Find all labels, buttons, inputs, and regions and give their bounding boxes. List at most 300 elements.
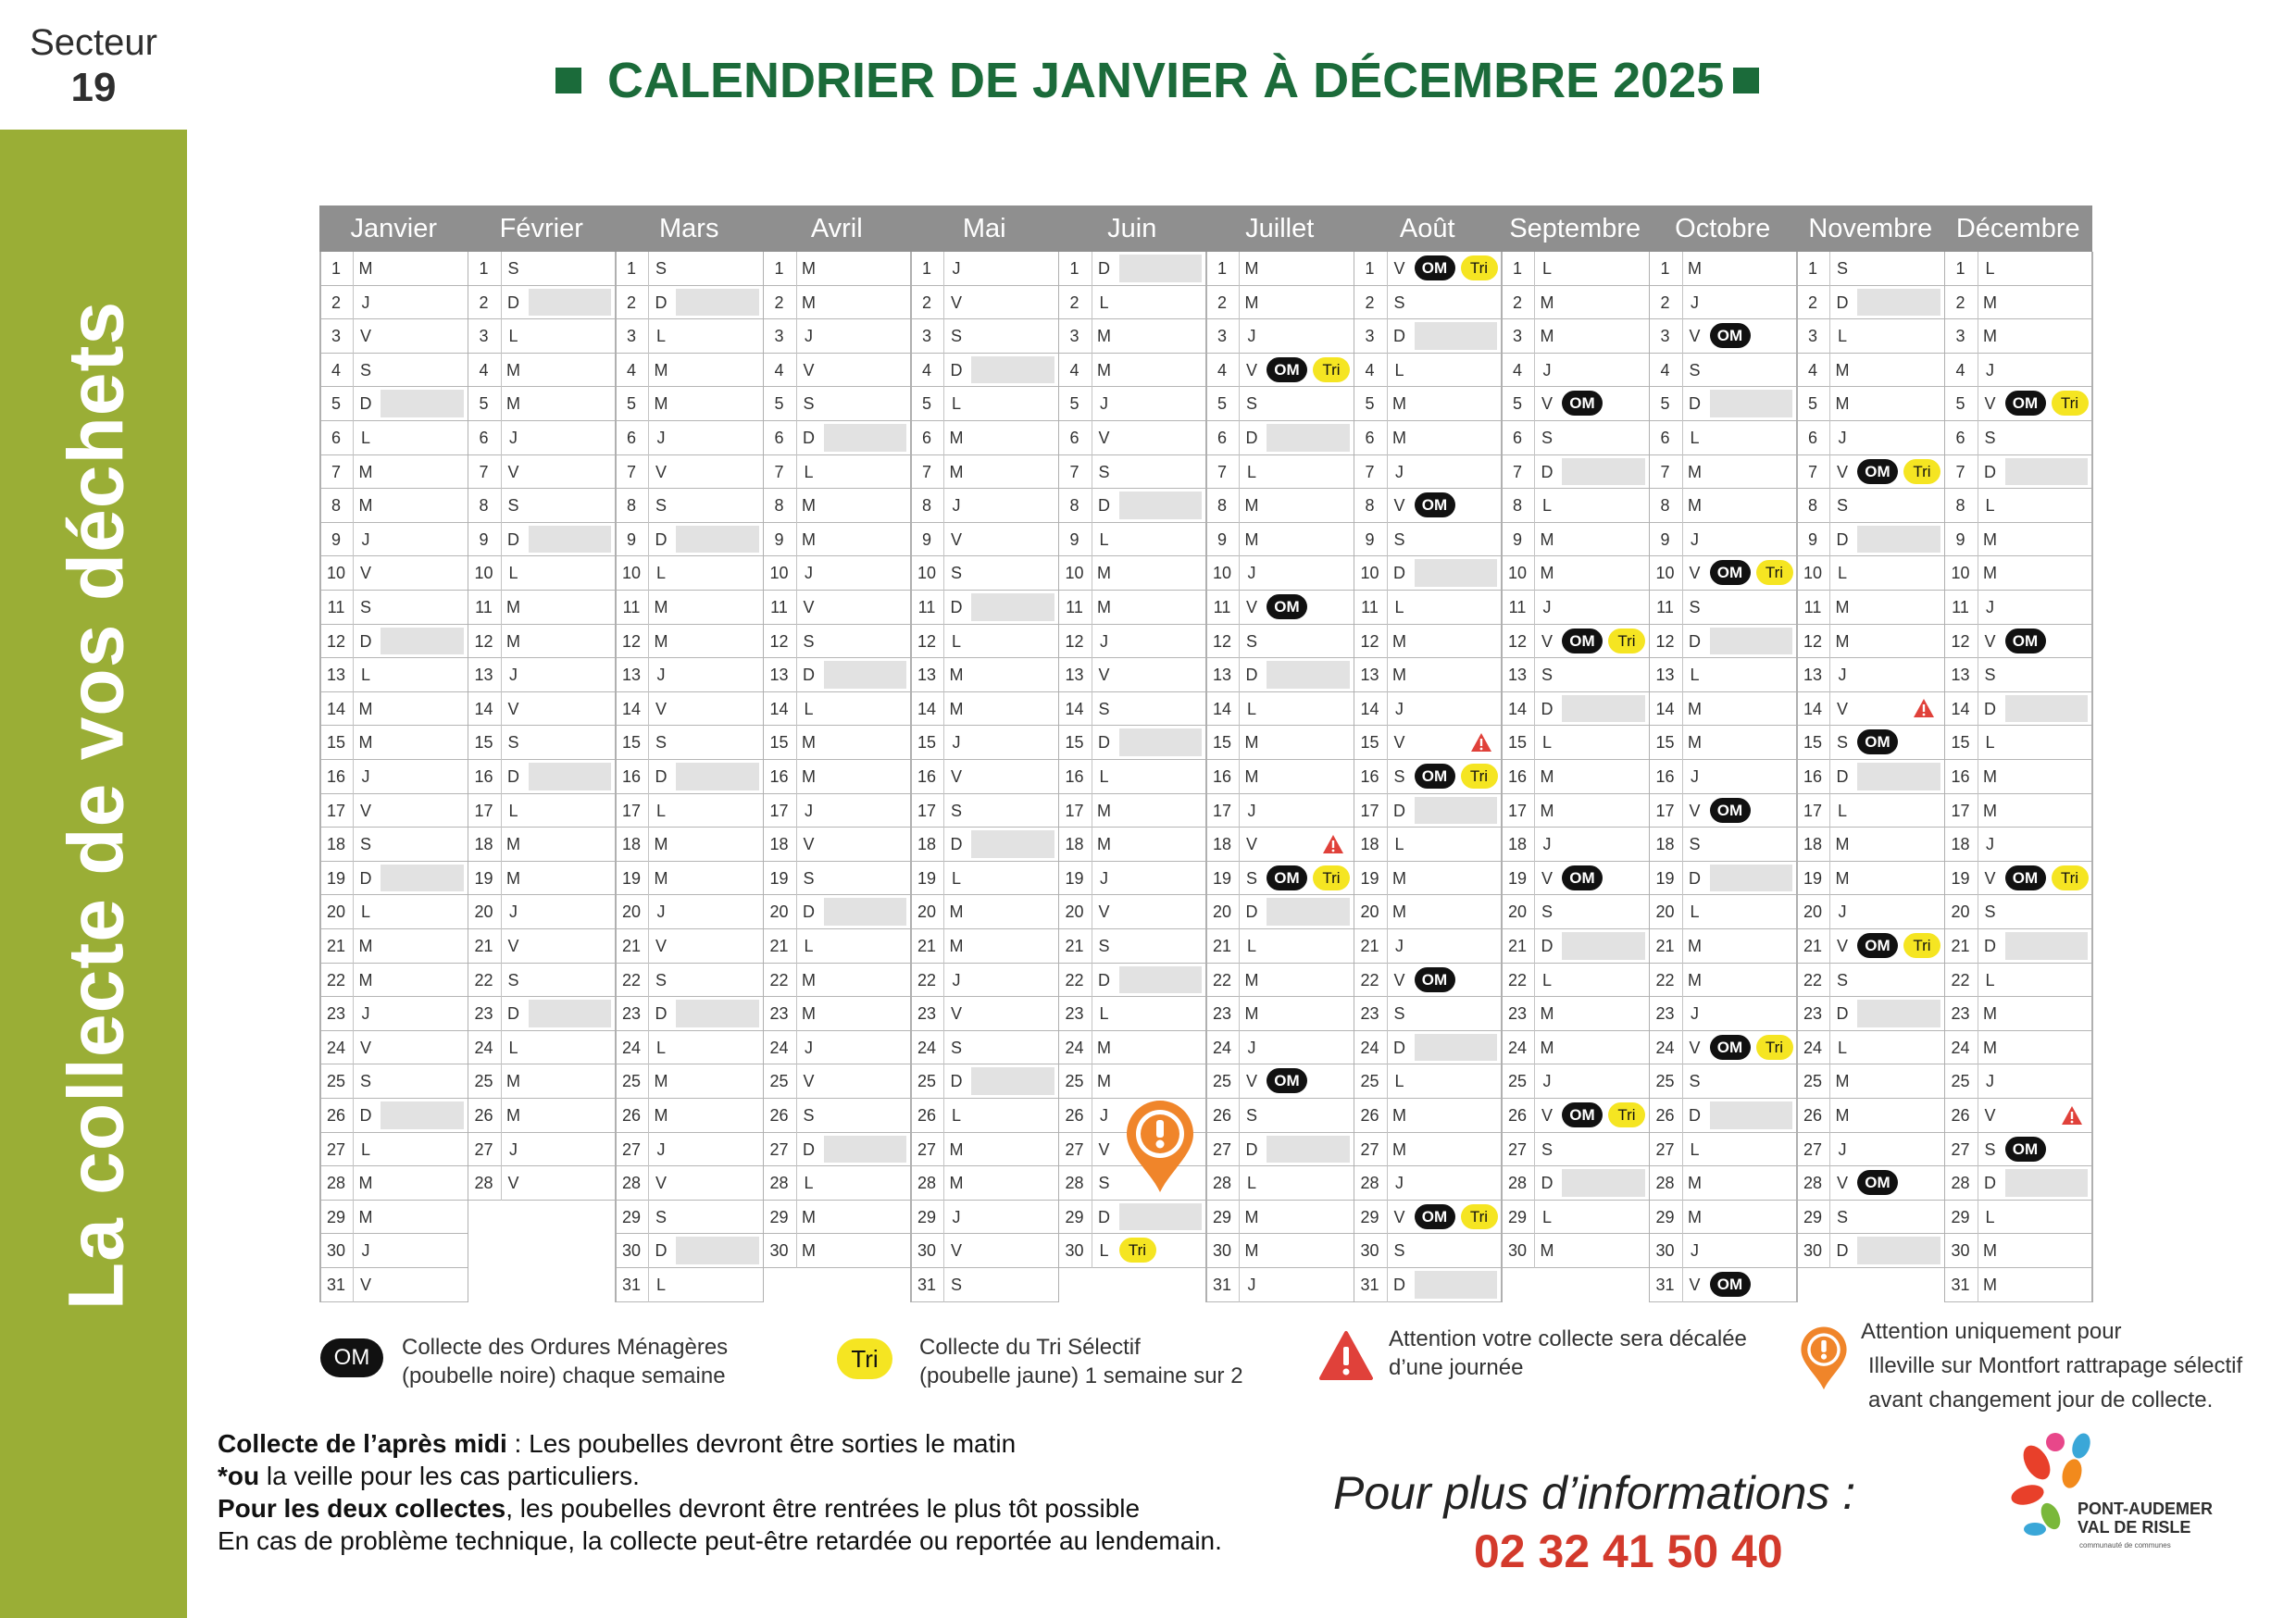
day-number: 7 (1512, 462, 1522, 481)
day-row (1944, 1166, 2092, 1201)
day-row (1796, 929, 1944, 964)
weekday-letter: V (648, 1166, 673, 1201)
weekday-letter: D (796, 895, 821, 929)
tri-badge: Tri (1756, 1035, 1793, 1060)
day-row (468, 1064, 616, 1099)
day-row (1649, 658, 1797, 692)
day-number: 23 (917, 1004, 937, 1024)
weekday-letter: J (501, 658, 526, 692)
weekday-letter: D (1239, 658, 1264, 692)
weekday-letter: M (1978, 1268, 2003, 1302)
day-number: 22 (474, 970, 493, 989)
day-row (910, 1031, 1058, 1065)
collection-events (1415, 967, 1455, 992)
day-row (1205, 1268, 1354, 1302)
weekday-letter: M (353, 964, 378, 998)
day-number: 18 (1360, 835, 1379, 854)
day-number: 11 (1213, 598, 1231, 616)
day-row (1649, 591, 1797, 625)
day-number: 7 (1365, 462, 1375, 481)
day-number: 17 (1951, 801, 1970, 820)
day-row (1944, 964, 2092, 998)
weekday-letter: V (1239, 354, 1264, 388)
weekday-letter: M (943, 1166, 968, 1201)
day-number: 4 (331, 360, 341, 380)
day-row (1205, 591, 1354, 625)
day-row (910, 1268, 1058, 1302)
day-number: 30 (1065, 1241, 1084, 1261)
day-number: 23 (1951, 1004, 1970, 1024)
weekday-letter: J (648, 895, 673, 929)
weekday-letter: D (1829, 523, 1854, 557)
day-row (1649, 997, 1797, 1031)
day-row (763, 319, 911, 354)
day-row (1205, 964, 1354, 998)
day-row (1205, 489, 1354, 523)
day-row (1354, 489, 1502, 523)
weekday-letter: M (1239, 760, 1264, 794)
day-number: 28 (474, 1174, 493, 1193)
weekday-letter: M (1092, 354, 1117, 388)
day-row (1944, 489, 2092, 523)
day-row (1796, 387, 1944, 421)
day-number: 25 (1803, 1072, 1823, 1091)
day-row (1354, 760, 1502, 794)
day-row (1058, 1234, 1206, 1268)
day-row (1944, 252, 2092, 286)
om-badge: OM (1415, 967, 1455, 992)
weekday-letter: M (1682, 929, 1707, 964)
day-row (1944, 997, 2092, 1031)
weekday-letter: S (1829, 726, 1854, 760)
weekday-letter: M (353, 489, 378, 523)
day-number: 6 (1365, 429, 1375, 447)
day-row (763, 760, 911, 794)
weekday-letter: S (1978, 658, 2003, 692)
weekday-letter: S (943, 1268, 968, 1302)
weekday-letter: L (648, 1268, 673, 1302)
day-number: 15 (1655, 733, 1675, 753)
weekday-letter: M (1092, 1064, 1117, 1099)
day-number: 10 (917, 564, 937, 583)
weekday-letter: V (648, 929, 673, 964)
weekday-letter: V (1239, 591, 1264, 625)
note-line-4: En cas de problème technique, la collecte peut-être retardée ou reportée au lendemain. (218, 1526, 1222, 1555)
om-badge: OM (1267, 865, 1307, 890)
weekday-letter: L (1534, 1201, 1559, 1235)
weekday-letter: M (1829, 354, 1854, 388)
month-separator (1354, 252, 1355, 1302)
day-number: 27 (1655, 1139, 1675, 1159)
weekday-letter: S (501, 489, 526, 523)
day-row (910, 964, 1058, 998)
om-badge: OM (1415, 492, 1455, 517)
day-row (763, 1234, 911, 1268)
day-number: 11 (1508, 598, 1527, 616)
legend-om-line2: (poubelle noire) chaque semaine (402, 1363, 726, 1388)
day-row (468, 455, 616, 490)
day-row (1354, 895, 1502, 929)
day-number: 31 (621, 1276, 642, 1294)
note-line-3: Pour les deux collectes, les poubelles devront être rentrées le plus tôt possible (218, 1494, 1141, 1523)
day-row (1649, 964, 1797, 998)
weekday-letter: D (353, 862, 378, 896)
weekday-letter: M (1239, 1201, 1264, 1235)
day-number: 22 (1803, 970, 1823, 989)
day-number: 4 (1660, 360, 1670, 380)
day-row (1354, 794, 1502, 828)
day-number: 12 (1951, 631, 1970, 651)
weekday-letter: L (1829, 794, 1854, 828)
day-number: 28 (326, 1174, 346, 1193)
day-row (1501, 794, 1649, 828)
day-row (319, 828, 468, 862)
day-row (1501, 387, 1649, 421)
day-row (763, 1166, 911, 1201)
day-row (468, 252, 616, 286)
weekday-letter: V (648, 455, 673, 490)
weekday-letter: D (648, 997, 673, 1031)
day-number: 10 (1507, 564, 1528, 583)
day-row (1944, 1268, 2092, 1302)
day-row (1501, 1133, 1649, 1167)
weekday-letter: D (353, 625, 378, 659)
day-row (615, 1268, 763, 1302)
month-separator (319, 252, 321, 1302)
day-number: 22 (1212, 970, 1232, 989)
day-row (319, 1234, 468, 1268)
day-row (615, 421, 763, 455)
day-number: 29 (1507, 1207, 1528, 1226)
tri-badge: Tri (1461, 255, 1498, 280)
day-number: 4 (479, 360, 489, 380)
weekday-letter: M (1239, 523, 1264, 557)
weekday-letter: J (1092, 862, 1117, 896)
weekday-letter: S (1239, 387, 1264, 421)
day-row (1354, 828, 1502, 862)
weekday-letter: J (501, 1133, 526, 1167)
day-number: 16 (769, 767, 789, 786)
weekday-letter: J (648, 658, 673, 692)
tri-badge: Tri (1903, 459, 1940, 484)
day-number: 9 (479, 529, 489, 549)
day-number: 6 (1217, 429, 1227, 447)
weekday-letter: J (943, 252, 968, 286)
day-number: 10 (769, 564, 789, 583)
day-row (1058, 421, 1206, 455)
day-number: 12 (769, 631, 789, 651)
weekday-letter: M (796, 1201, 821, 1235)
day-number: 23 (1655, 1004, 1675, 1024)
day-row (1649, 692, 1797, 727)
weekday-letter: M (1534, 1031, 1559, 1065)
day-number: 30 (1951, 1241, 1970, 1261)
weekday-letter: J (1239, 1268, 1264, 1302)
day-number: 1 (1217, 259, 1227, 278)
day-row (910, 1234, 1058, 1268)
day-number: 23 (769, 1004, 789, 1024)
day-number: 11 (917, 598, 936, 616)
day-row (319, 1099, 468, 1133)
day-row (319, 895, 468, 929)
day-number: 3 (626, 327, 636, 346)
legend-warning-text (1389, 1325, 1747, 1382)
weekday-letter: S (943, 794, 968, 828)
weekday-letter: D (501, 760, 526, 794)
day-number: 21 (1803, 937, 1823, 955)
day-number: 16 (474, 767, 493, 786)
day-row (468, 828, 616, 862)
weekday-letter: M (1829, 387, 1854, 421)
day-row (1501, 895, 1649, 929)
day-row (615, 591, 763, 625)
weekday-letter: J (1978, 1064, 2003, 1099)
weekday-letter: J (1387, 455, 1412, 490)
logo-line2: VAL DE RISLE (2078, 1518, 2191, 1537)
weekday-letter: M (1387, 862, 1412, 896)
legend-warning-line2: d’une journée (1389, 1355, 1524, 1380)
day-row (1205, 828, 1354, 862)
day-row (763, 726, 911, 760)
weekday-letter: D (1829, 997, 1854, 1031)
day-row (910, 1201, 1058, 1235)
day-row (1796, 1201, 1944, 1235)
day-row (319, 286, 468, 320)
warning-triangle-icon (1318, 1330, 1374, 1382)
om-badge: OM (1857, 933, 1898, 958)
day-number: 3 (1512, 327, 1522, 346)
day-number: 9 (331, 529, 341, 549)
day-number: 17 (1655, 801, 1675, 820)
collection-events (1857, 696, 1935, 721)
day-number: 5 (626, 394, 636, 414)
day-row (1649, 354, 1797, 388)
weekday-letter: L (943, 862, 968, 896)
day-number: 14 (1803, 699, 1823, 718)
day-number: 2 (1069, 292, 1079, 312)
day-row (615, 387, 763, 421)
weekday-letter: M (501, 354, 526, 388)
day-row (1944, 286, 2092, 320)
day-number: 12 (326, 631, 346, 651)
day-row (1205, 421, 1354, 455)
collection-events (1415, 1204, 1498, 1229)
day-row (1796, 1166, 1944, 1201)
day-row (763, 252, 911, 286)
day-row (1501, 828, 1649, 862)
weekday-letter: D (1534, 929, 1559, 964)
day-number: 24 (769, 1038, 789, 1057)
day-row (910, 421, 1058, 455)
weekday-letter: S (796, 862, 821, 896)
day-row (1058, 591, 1206, 625)
day-row (1205, 354, 1354, 388)
day-row (910, 591, 1058, 625)
day-number: 14 (474, 699, 493, 718)
weekday-letter: S (648, 1201, 673, 1235)
weekday-letter: L (501, 1031, 526, 1065)
month-separator (1205, 252, 1207, 1302)
day-number: 1 (1069, 259, 1079, 278)
om-badge: OM (1710, 798, 1751, 823)
day-number: 26 (1803, 1106, 1823, 1125)
day-number: 12 (474, 631, 493, 651)
day-row (763, 658, 911, 692)
weekday-letter: J (1534, 591, 1559, 625)
day-number: 7 (331, 462, 341, 481)
weekday-letter: L (1092, 760, 1117, 794)
day-number: 9 (1069, 529, 1079, 549)
weekday-letter: M (1239, 286, 1264, 320)
day-row (1058, 658, 1206, 692)
collection-events (1857, 1170, 1898, 1195)
weekday-letter: J (1239, 556, 1264, 591)
weekday-letter: M (943, 455, 968, 490)
weekday-letter: L (501, 556, 526, 591)
weekday-letter: S (353, 1064, 378, 1099)
weekday-letter: V (796, 1064, 821, 1099)
weekday-letter: M (353, 929, 378, 964)
day-number: 23 (1507, 1004, 1528, 1024)
tri-badge: Tri (1903, 933, 1940, 958)
weekday-letter: L (1829, 556, 1854, 591)
day-number: 31 (1360, 1276, 1379, 1294)
day-row (763, 862, 911, 896)
day-row (1944, 862, 2092, 896)
day-number: 28 (1212, 1174, 1232, 1193)
weekday-letter: M (648, 354, 673, 388)
day-row (615, 929, 763, 964)
day-row (615, 625, 763, 659)
weekday-letter: V (501, 692, 526, 727)
day-row (1205, 523, 1354, 557)
weekday-letter: L (1682, 895, 1707, 929)
weekday-letter: M (1829, 591, 1854, 625)
day-number: 11 (1656, 598, 1674, 616)
warning-triangle-icon (2061, 1105, 2083, 1126)
weekday-letter: V (943, 760, 968, 794)
weekday-letter: L (1092, 523, 1117, 557)
square-bullet-icon (555, 68, 581, 93)
day-number: 11 (1803, 598, 1822, 616)
info-phone[interactable]: 02 32 41 50 40 (1474, 1525, 1783, 1577)
weekday-letter: V (943, 523, 968, 557)
day-row (1501, 523, 1649, 557)
weekday-letter: D (1534, 1166, 1559, 1201)
weekday-letter: D (796, 421, 821, 455)
weekday-letter: M (943, 658, 968, 692)
day-row (615, 726, 763, 760)
day-number: 5 (1365, 394, 1375, 414)
month-separator (910, 252, 912, 1302)
day-number: 13 (1655, 666, 1675, 685)
day-row (1058, 760, 1206, 794)
day-number: 9 (921, 529, 931, 549)
weekday-letter: J (1092, 625, 1117, 659)
weekday-letter: M (1829, 828, 1854, 862)
day-number: 13 (1803, 666, 1823, 685)
month-separator (1058, 252, 1060, 1302)
day-number: 2 (1365, 292, 1375, 312)
collection-events (1710, 798, 1751, 823)
weekday-letter: M (1978, 286, 2003, 320)
day-number: 6 (1069, 429, 1079, 447)
day-row (1354, 354, 1502, 388)
weekday-letter: S (1534, 1133, 1559, 1167)
day-row (1796, 523, 1944, 557)
collection-events (1415, 729, 1492, 754)
day-number: 6 (921, 429, 931, 447)
weekday-letter: M (1092, 794, 1117, 828)
collection-events (1267, 357, 1350, 382)
weekday-letter: S (1092, 455, 1117, 490)
vertical-title: La collecte de vos déchets (52, 300, 140, 1311)
day-row (763, 489, 911, 523)
day-number: 20 (326, 902, 346, 922)
weekday-letter: V (1092, 895, 1117, 929)
day-number: 19 (1212, 868, 1232, 888)
weekday-letter: V (353, 319, 378, 354)
weekday-letter: V (648, 692, 673, 727)
weekday-letter: M (1387, 1099, 1412, 1133)
day-row (319, 556, 468, 591)
weekday-letter: D (943, 354, 968, 388)
weekday-letter: S (1387, 760, 1412, 794)
day-number: 4 (1807, 360, 1817, 380)
weekday-letter: S (796, 387, 821, 421)
weekday-letter: J (1978, 354, 2003, 388)
weekday-letter: M (1092, 556, 1117, 591)
day-number: 21 (769, 937, 789, 955)
day-number: 23 (1065, 1004, 1084, 1024)
day-number: 27 (1360, 1139, 1379, 1159)
day-number: 8 (921, 496, 931, 516)
day-number: 11 (1952, 598, 1969, 616)
weekday-letter: J (943, 1201, 968, 1235)
day-number: 14 (1507, 699, 1528, 718)
weekday-letter: V (501, 455, 526, 490)
sector-label: Secteur (30, 22, 157, 63)
weekday-letter: D (1829, 286, 1854, 320)
month-header: Septembre (1501, 205, 1650, 252)
day-row (1796, 964, 1944, 998)
day-number: 30 (1803, 1241, 1823, 1261)
day-row (1796, 760, 1944, 794)
weekday-letter: J (501, 895, 526, 929)
day-number: 24 (917, 1038, 937, 1057)
day-number: 8 (479, 496, 489, 516)
weekday-letter: L (1978, 252, 2003, 286)
day-row (1354, 658, 1502, 692)
collection-events (2005, 865, 2089, 890)
month-header: Novembre (1796, 205, 1945, 252)
day-row (1501, 760, 1649, 794)
weekday-letter: J (353, 760, 378, 794)
day-number: 10 (1803, 564, 1823, 583)
day-row (1354, 1268, 1502, 1302)
day-row (1649, 760, 1797, 794)
day-number: 14 (769, 699, 789, 718)
weekday-letter: M (1534, 286, 1559, 320)
day-row (1205, 387, 1354, 421)
day-row (468, 760, 616, 794)
weekday-letter: L (1534, 964, 1559, 998)
day-number: 5 (1807, 394, 1817, 414)
weekday-letter: L (648, 319, 673, 354)
weekday-letter: V (1534, 1099, 1559, 1133)
collection-events (1710, 1272, 1751, 1297)
day-row (1205, 1234, 1354, 1268)
